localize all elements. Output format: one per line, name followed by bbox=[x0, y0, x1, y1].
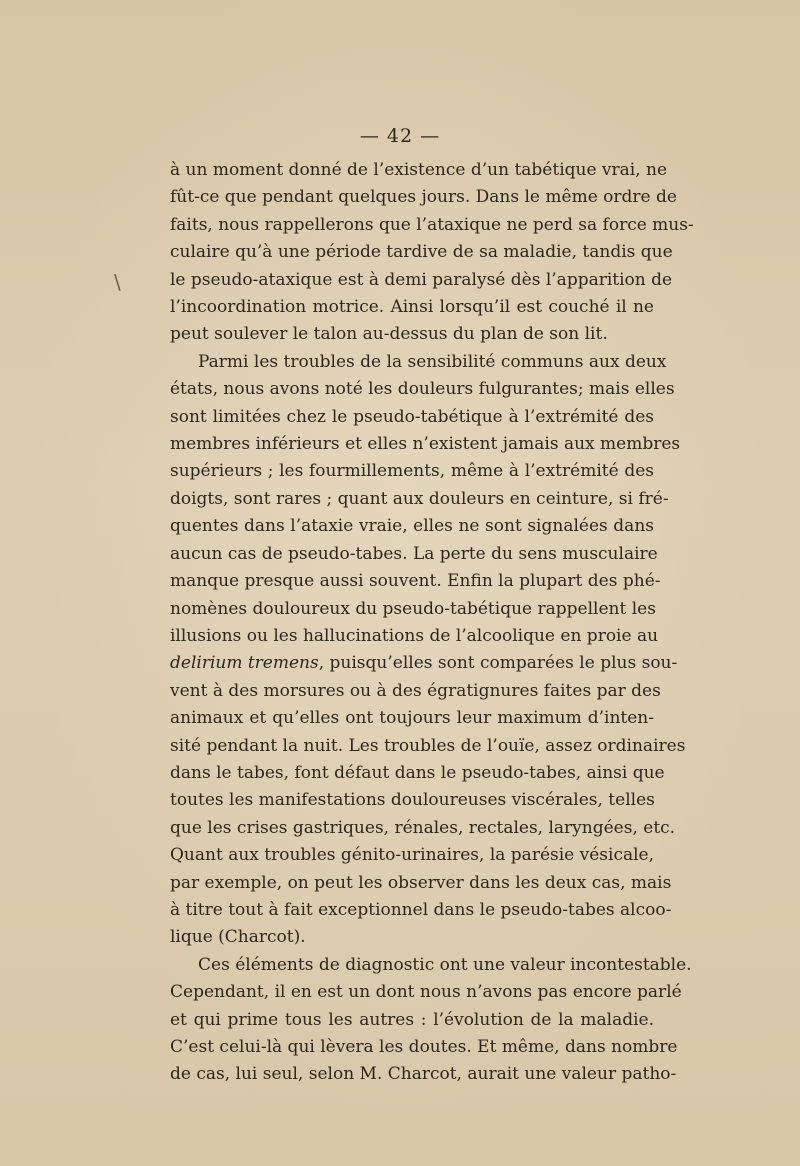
text-line: aucun cas de pseudo-tabes. La perte du sens musculaire bbox=[170, 543, 658, 564]
text-line: et qui prime tous les autres : l’évolution de la maladie. bbox=[170, 1009, 654, 1030]
text-line: l’incoordination motrice. Ainsi lorsqu’il est couché il ne bbox=[170, 297, 654, 318]
text-line: illusions ou les hallucinations de l’alcoolique en proie au bbox=[170, 625, 659, 646]
text-line: C’est celui-là qui lèvera les doutes. Et même, dans nombre bbox=[170, 1037, 678, 1057]
text-line: doigts, sont rares ; quant aux douleurs en ceinture, si fré- bbox=[170, 488, 669, 509]
text-line: à un moment donné de l’existence d’un tabétique vrai, ne bbox=[170, 160, 668, 180]
text-line: animaux et qu’elles ont toujours leur maximum d’inten- bbox=[170, 708, 654, 729]
text-line: à titre tout à fait exceptionnel dans le pseudo-tabes alcoo- bbox=[170, 899, 672, 920]
text-line: sité pendant la nuit. Les troubles de l’ouïe, assez ordinaires bbox=[170, 735, 686, 756]
text-line: delirium tremens, puisqu’elles sont comparées le plus sou- bbox=[170, 653, 678, 674]
text-line: le pseudo-ataxique est à demi paralysé dès l’apparition de bbox=[170, 269, 673, 290]
margin-mark: \ bbox=[114, 270, 121, 294]
text-line: Parmi les troubles de la sensibilité communs aux deux bbox=[198, 351, 667, 372]
text-line: Ces éléments de diagnostic ont une valeur incontestable. bbox=[198, 954, 692, 975]
body-text bbox=[170, 157, 694, 1089]
text-line: quentes dans l’ataxie vraie, elles ne sont signalées dans bbox=[170, 516, 654, 537]
text-line: manque presque aussi souvent. Enfin la plupart des phé- bbox=[170, 571, 661, 592]
text-line: Quant aux troubles génito-urinaires, la parésie vésicale, bbox=[170, 845, 655, 866]
text-line: sont limitées chez le pseudo-tabétique à l’extrémité des bbox=[170, 406, 654, 427]
text-line: culaire qu’à une période tardive de sa maladie, tandis que bbox=[170, 242, 673, 263]
text-line: de cas, lui seul, selon M. Charcot, aurait une valeur patho- bbox=[170, 1064, 677, 1085]
text-line: fût-ce que pendant quelques jours. Dans le même ordre de bbox=[170, 187, 677, 208]
text-line: nomènes douloureux du pseudo-tabétique rappellent les bbox=[170, 598, 656, 619]
text-line: par exemple, on peut les observer dans les deux cas, mais bbox=[170, 872, 672, 893]
text-line: que les crises gastriques, rénales, rectales, laryngées, etc. bbox=[170, 817, 676, 838]
text-line: vent à des morsures ou à des égratignures faites par des bbox=[170, 680, 661, 701]
text-line: peut soulever le talon au-dessus du plan de son lit. bbox=[170, 324, 608, 345]
text-line: lique (Charcot). bbox=[170, 927, 306, 948]
text-line: Cependant, il en est un dont nous n’avons pas encore parlé bbox=[170, 982, 682, 1003]
text-line: faits, nous rappellerons que l’ataxique ne perd sa force mus- bbox=[170, 214, 694, 235]
text-line: membres inférieurs et elles n’existent jamais aux membres bbox=[170, 434, 681, 455]
text-line: états, nous avons noté les douleurs fulgurantes; mais elles bbox=[170, 379, 675, 400]
text-line: supérieurs ; les fourmillements, même à l’extrémité des bbox=[170, 461, 654, 482]
text-line: toutes les manifestations douloureuses viscérales, telles bbox=[170, 790, 655, 811]
page-number: — 42 — bbox=[359, 125, 441, 147]
text-line: dans le tabes, font défaut dans le pseudo-tabes, ainsi que bbox=[170, 762, 665, 783]
